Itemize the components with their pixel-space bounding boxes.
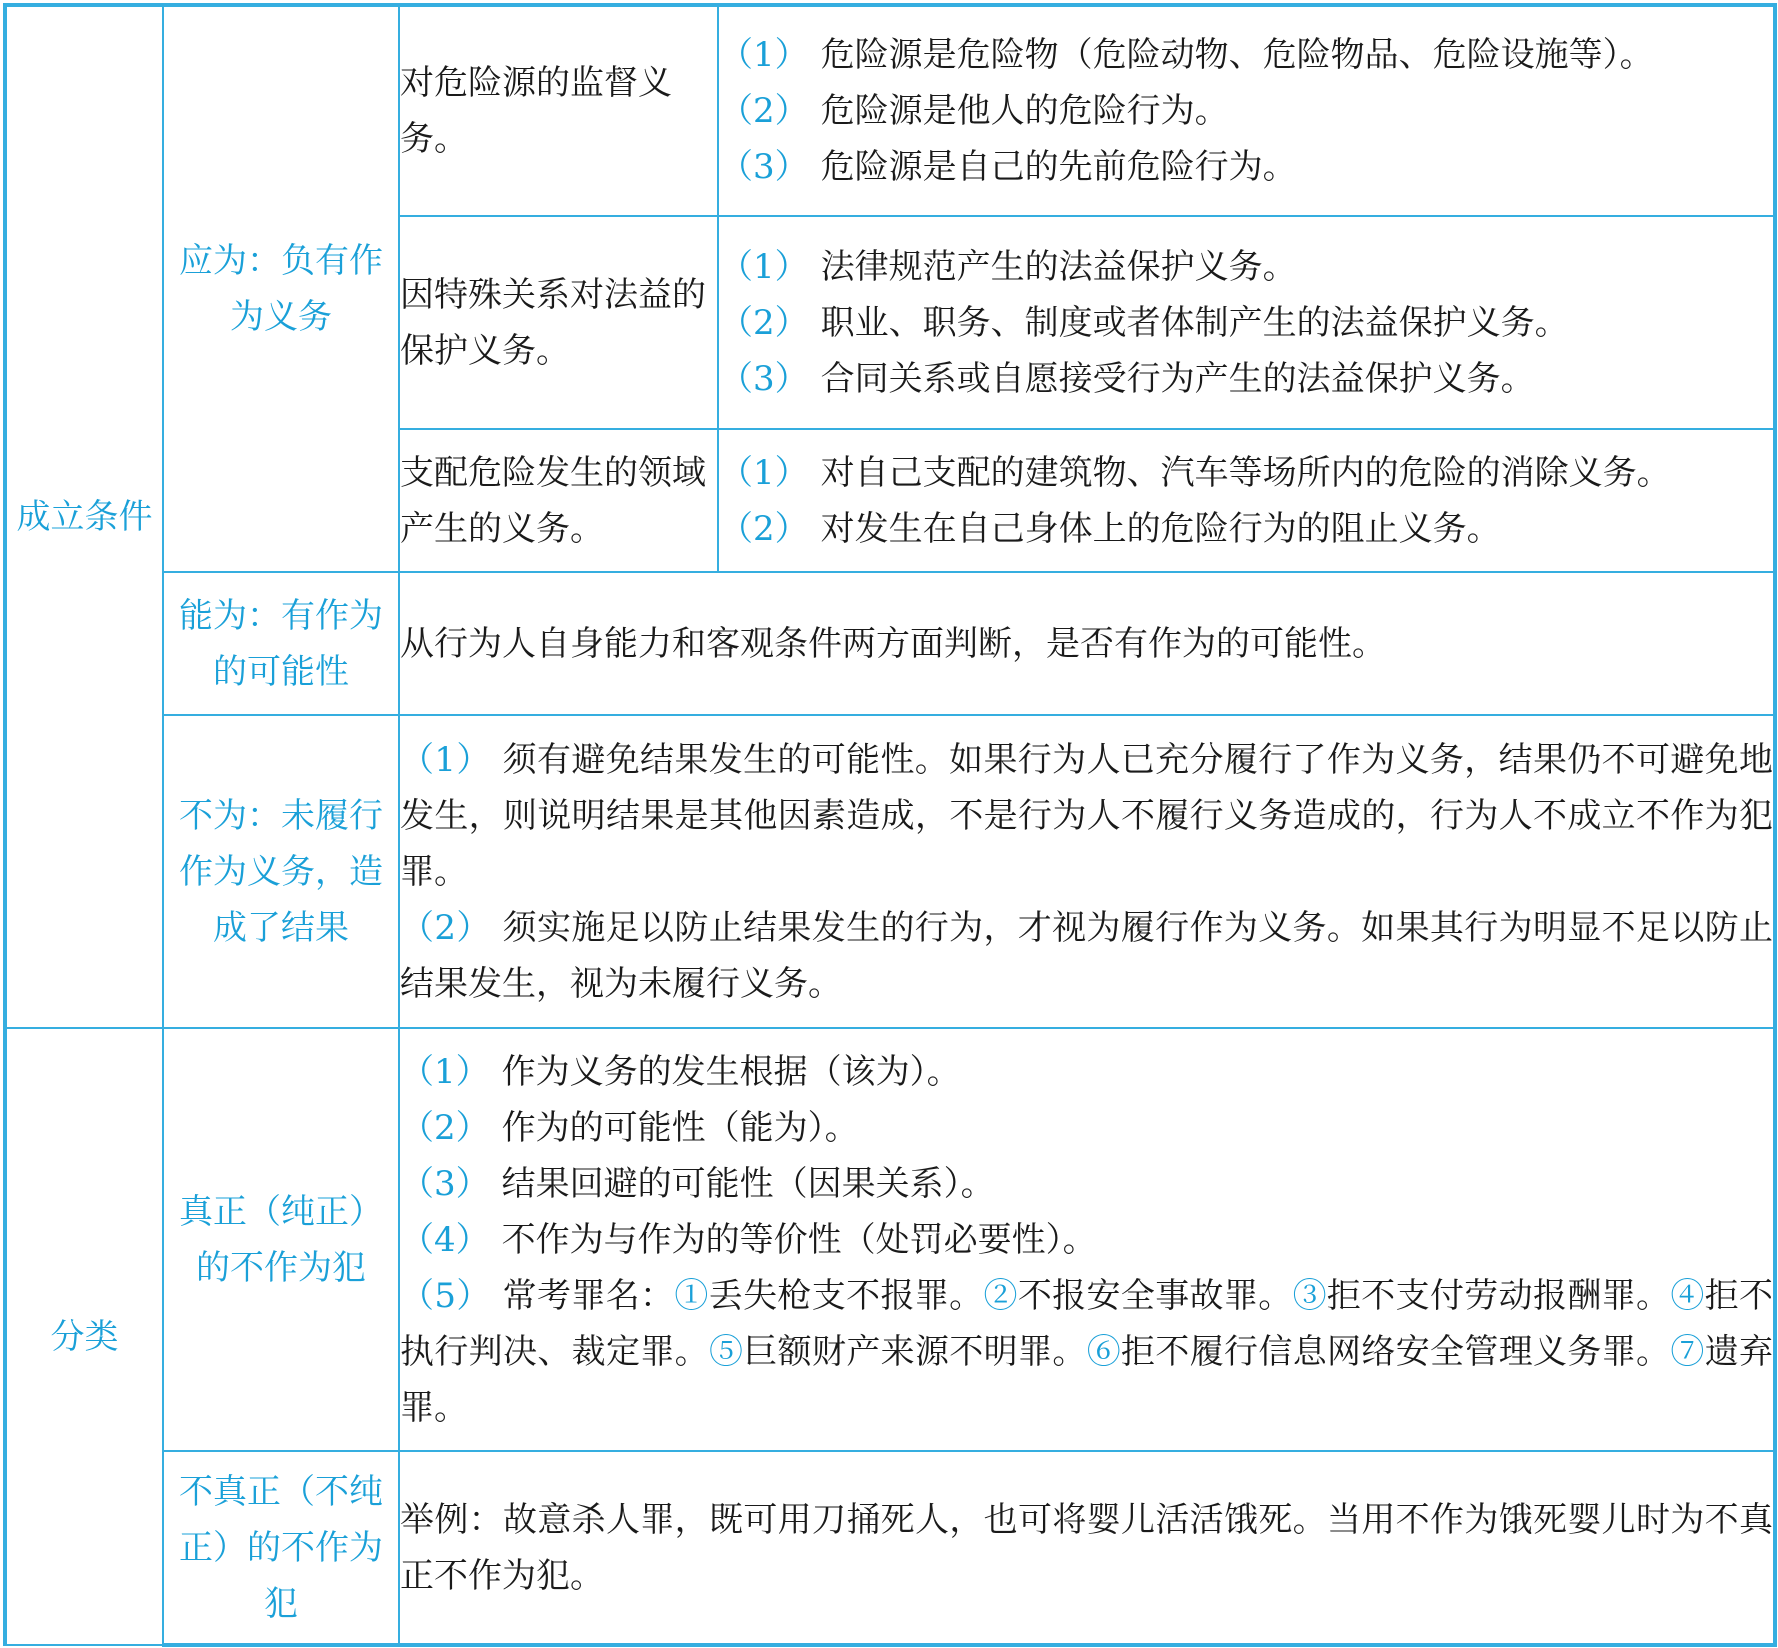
crime-name: 拒不执行判决、裁定罪。	[400, 1275, 1774, 1372]
crime-name: 不报安全事故罪。	[1017, 1275, 1293, 1316]
item-number: （1）	[719, 452, 809, 493]
item-text: 职业、职务、制度或者体制产生的法益保护义务。	[820, 302, 1569, 343]
table-row	[5, 715, 1775, 1028]
subcategory-genuine-label: 真正（纯正）的不作为犯	[179, 1191, 383, 1288]
subcategory-nongenuine-label: 不真正（不纯正）的不作为犯	[179, 1471, 383, 1624]
subcategory-not-label: 不为：未履行作为义务，造成了结果	[179, 795, 383, 948]
list-item	[400, 1100, 1773, 1156]
omission-crime-table	[3, 3, 1777, 1647]
item-text: 作为义务的发生根据（该为）。	[501, 1051, 961, 1092]
item-text: 对自己支配的建筑物、汽车等场所内的危险的消除义务。	[820, 452, 1671, 493]
genuine-text-cell	[399, 1028, 1775, 1451]
item-number: （2）	[719, 91, 809, 131]
item-number: （4）	[400, 1219, 490, 1260]
list-item	[719, 27, 1773, 83]
duty-name: 支配危险发生的领域产生的义务。	[400, 452, 706, 549]
crime-mark: ③	[1292, 1275, 1327, 1316]
item-number: （3）	[400, 1163, 490, 1204]
item-text: 作为的可能性（能为）。	[501, 1107, 859, 1148]
crime-name: 拒不支付劳动报酬罪。	[1326, 1275, 1671, 1316]
item-number: （1）	[400, 1051, 490, 1092]
item-number: （2）	[400, 907, 491, 948]
item-text: 合同关系或自愿接受行为产生的法益保护义务。	[820, 358, 1535, 399]
not-text-cell	[399, 715, 1775, 1028]
crime-mark: ⑤	[709, 1331, 744, 1372]
subcategory-nongenuine-cell	[163, 1451, 399, 1645]
list-item	[719, 295, 1773, 351]
item-text: 危险源是危险物（危险动物、危险物品、危险设施等）。	[820, 35, 1654, 75]
item-text: 法律规范产生的法益保护义务。	[820, 246, 1297, 287]
list-item	[400, 1212, 1773, 1268]
crime-mark: ②	[983, 1275, 1018, 1316]
item-text: 危险源是他人的危险行为。	[820, 91, 1229, 131]
item-text: 须实施足以防止结果发生的行为，才视为履行作为义务。如果其行为明显不足以防止结果发生，视为未履行义务。	[400, 907, 1774, 1004]
crime-mark: ⑥	[1086, 1331, 1122, 1372]
can-text: 从行为人自身能力和客观条件两方面判断，是否有作为的可能性。	[400, 623, 1386, 664]
crime-mark: ⑦	[1670, 1331, 1705, 1372]
list-item	[400, 732, 1773, 900]
item-text: 危险源是自己的先前危险行为。	[820, 147, 1297, 187]
subcategory-not-cell	[163, 715, 399, 1028]
item-number: （5）	[400, 1275, 491, 1316]
category-classify-cell	[5, 1028, 163, 1645]
list-item	[719, 139, 1773, 195]
can-text-cell	[399, 572, 1775, 715]
list-item	[400, 1044, 1773, 1100]
duty-name-cell	[399, 429, 718, 572]
list-item	[719, 351, 1773, 407]
list-item	[719, 239, 1773, 295]
table-row	[5, 1028, 1775, 1451]
list-item	[400, 900, 1773, 1012]
item-number: （1）	[400, 739, 491, 780]
subcategory-can-label: 能为：有作为的可能性	[179, 595, 383, 692]
crime-list-item	[400, 1268, 1773, 1436]
subcategory-can-cell	[163, 572, 399, 715]
duty-name: 因特殊关系对法益的保护义务。	[400, 274, 706, 371]
subcategory-should-cell	[163, 5, 399, 572]
crime-mark: ①	[674, 1275, 709, 1316]
list-item	[719, 83, 1773, 139]
duty-items-cell	[718, 5, 1775, 216]
duty-items-cell	[718, 216, 1775, 429]
item-number: （2）	[719, 508, 809, 549]
duty-items-cell	[718, 429, 1775, 572]
crime-name: 遗弃罪。	[400, 1331, 1774, 1428]
item-number: （1）	[719, 35, 809, 75]
item-text: 对发生在自己身体上的危险行为的阻止义务。	[820, 508, 1501, 549]
subcategory-should-label: 应为：负有作为义务	[179, 241, 383, 337]
table-row	[5, 5, 1775, 216]
list-item	[719, 445, 1773, 501]
category-establish-cell	[5, 5, 163, 1028]
item-text: 结果回避的可能性（因果关系）。	[501, 1163, 995, 1204]
table-row	[5, 572, 1775, 715]
category-establish-label: 成立条件	[16, 497, 153, 537]
item-number: （2）	[400, 1107, 490, 1148]
item-number: （2）	[719, 302, 809, 343]
duty-name-cell	[399, 216, 718, 429]
duty-name: 对危险源的监督义务。	[400, 63, 672, 159]
duty-name-cell	[399, 5, 718, 216]
crime-name: 拒不履行信息网络安全管理义务罪。	[1121, 1331, 1671, 1372]
item-text: 不作为与作为的等价性（处罚必要性）。	[501, 1219, 1097, 1260]
subcategory-genuine-cell	[163, 1028, 399, 1451]
list-item	[719, 501, 1773, 557]
crime-name: 丢失枪支不报罪。	[708, 1275, 984, 1316]
crime-list-intro: 常考罪名：	[502, 1275, 675, 1316]
crime-mark: ④	[1670, 1275, 1705, 1316]
item-number: （3）	[719, 358, 809, 399]
crime-name: 巨额财产来源不明罪。	[743, 1331, 1087, 1372]
nongenuine-text: 举例：故意杀人罪，既可用刀捅死人，也可将婴儿活活饿死。当用不作为饿死婴儿时为不真正不作为犯。	[400, 1499, 1773, 1596]
category-classify-label: 分类	[50, 1316, 119, 1357]
table-row	[5, 1451, 1775, 1645]
nongenuine-text-cell	[399, 1451, 1775, 1645]
item-number: （1）	[719, 246, 809, 287]
list-item	[400, 1156, 1773, 1212]
item-text: 须有避免结果发生的可能性。如果行为人已充分履行了作为义务，结果仍不可避免地发生，则说明结果是其他因素造成，不是行为人不履行义务造成的，行为人不成立不作为犯罪。	[400, 739, 1774, 892]
item-number: （3）	[719, 147, 809, 187]
